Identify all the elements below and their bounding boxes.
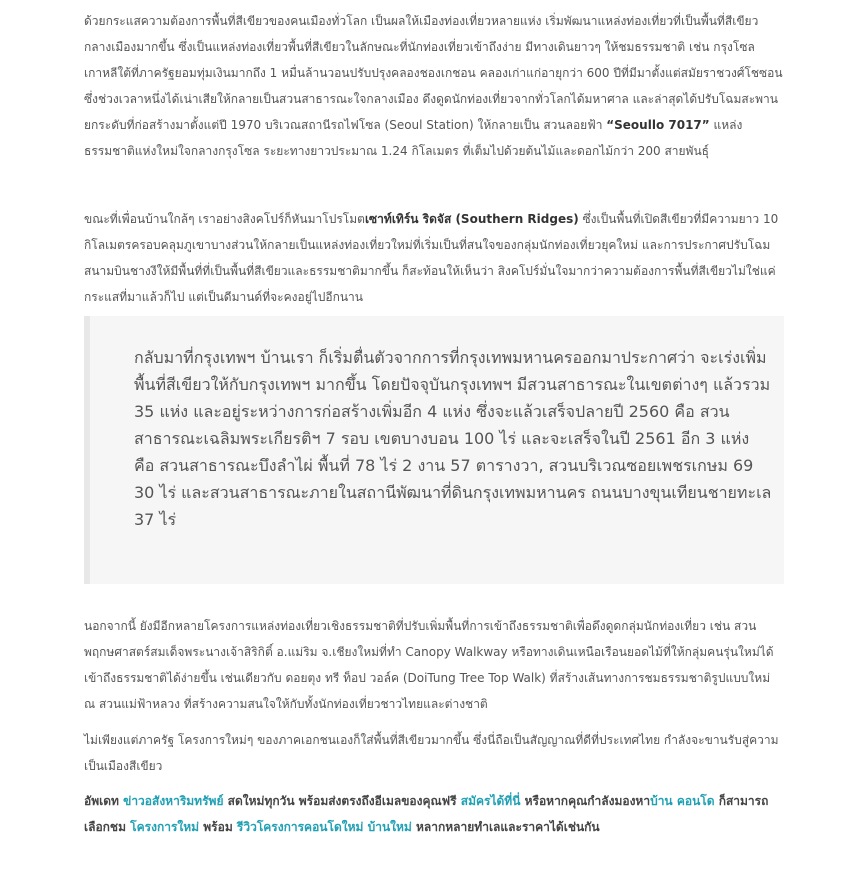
blockquote-text: กลับมาที่กรุงเทพฯ บ้านเรา ก็เริ่มตื่นตัวจากการที่กรุงเทพมหานครออกมาประกาศว่า จะเร่งเพิ่มพื้นที่สีเขียวให้กับกรุงเทพฯ มากขึ้น โดยปัจจุบันกรุงเทพฯ มีสวนสาธารณะในเขตต่างๆ แล้วรวม 35 แห่ง และอยู่ระหว่างการก่อสร้างเพิ่มอีก 4 แห่ง ซึ่งจะแล้วเสร็จปลายปี 2560 คือ สวนสาธารณะเฉลิมพระเกียรติฯ 7 รอบ เขตบางบอน 100 ไร่ และจะเสร็จในปี 2561 อีก 3 แห่ง คือ สวนสาธารณะบึงลำไผ่ พื้นที่ 78 ไร่ 2 งาน 57 ตารางวา, สวนบริเวณซอยเพชรเกษม 69 30 ไร่ และสวนสาธารณะภายในสถานีพัฒนาที่ดินกรุงเทพมหานคร ถนนบางขุนเทียนชายทะเล 37 ไร่ bbox=[134, 348, 772, 529]
condo-link[interactable]: คอนโด bbox=[676, 794, 715, 808]
paragraph-seoul bbox=[84, 8, 784, 164]
blockquote bbox=[84, 316, 784, 584]
cta-text: หลากหลายทำเลและราคาได้เช่นกัน bbox=[411, 820, 600, 834]
new-projects-link[interactable]: โครงการใหม่ bbox=[130, 820, 200, 834]
cta-text: พร้อม bbox=[199, 820, 237, 834]
paragraph-text: ด้วยกระแสความต้องการพื้นที่สีเขียวของคนเมืองทั่วโลก เป็นผลให้เมืองท่องเที่ยวหลายแห่ง เริ่มพัฒนาแหล่งท่องเที่ยวที่เป็นพื้นที่สีเขียวกลางเมืองมากขึ้น ซึ่งเป็นแหล่งท่องเที่ยวพื้นที่สีเขียวในลักษณะที่นักท่องเที่ยวเข้าถึงง่าย มีทางเดินยาวๆ ให้ชมธรรมชาติ เช่น กรุงโซล เกาหลีใต้ที่ภาครัฐยอมทุ่มเงินมากถึง 1 หมื่นล้านวอนปรับปรุงคลองชองเกชอน คลองเก่าแก่อายุกว่า 600 ปีที่มีมาตั้งแต่สมัยราชวงศ์โชซอน ซึ่งช่วงเวลาหนึ่งได้เน่าเสียให้กลายเป็นสวนสาธารณะใจกลางเมือง ดึงดูดนักท่องเที่ยวจากทั่วโลกได้มหาศาล และล่าสุดได้ปรับโฉมสะพานยกระดับที่ก่อสร้างมาตั้งแต่ปี 1970 บริเวณสถานีรถไฟโซล (Seoul Station) ให้กลายเป็น สวนลอยฟ้า bbox=[84, 14, 783, 132]
bold-southern-ridges: เซาท์เทิร์น ริดจัส (Southern Ridges) bbox=[364, 212, 579, 226]
house-link[interactable]: บ้าน bbox=[650, 794, 673, 808]
cta-text: สดใหม่ทุกวัน พร้อมส่งตรงถึงอีเมลของคุณฟรี bbox=[223, 794, 461, 808]
paragraph-cta bbox=[84, 788, 784, 840]
paragraph-text: ซึ่งเป็นพื้นที่เปิดสีเขียวที่มีความยาว 10 กิโลเมตรครอบคลุมภูเขาบางส่วนให้กลายเป็นแหล่งท่องเที่ยวใหม่ที่เริ่มเป็นที่สนใจของกลุ่มนักท่องเที่ยวยุคใหม่ และการประกาศปรับโฉมสนามบินชางงีให้มีพื้นที่ที่เป็นพื้นที่สีเขียวและธรรมชาติมากขึ้น ก็สะท้อนให้เห็นว่า สิงคโปร์มั่นใจมากว่าความต้องการพื้นที่สีเขียวไม่ใช่แค่กระแสที่มาแล้วก็ไป แต่เป็นดีมานด์ที่จะคงอยู่ไปอีกนาน bbox=[84, 212, 779, 304]
news-link[interactable]: ข่าวอสังหาริมทรัพย์ bbox=[123, 794, 224, 808]
paragraph-singapore bbox=[84, 206, 784, 310]
cta-text: ก็สามารถเลือกชม bbox=[84, 794, 769, 834]
reviews-link[interactable]: รีวิวโครงการคอนโดใหม่ บ้านใหม่ bbox=[236, 820, 412, 834]
paragraph-text: ขณะที่เพื่อนบ้านใกล้ๆ เราอย่างสิงคโปร์ก็หันมาโปรโมต bbox=[84, 212, 365, 226]
cta-text: หรือหากคุณกำลังมองหา bbox=[520, 794, 651, 808]
paragraph-text: แหล่งธรรมชาติแห่งใหม่ใจกลางกรุงโซล ระยะทางยาวประมาณ 1.24 กิโลเมตร ที่เต็มไปด้วยต้นไม้และดอกไม้กว่า 200 สายพันธุ์ bbox=[84, 118, 743, 158]
cta-text: อัพเดท bbox=[84, 794, 124, 808]
paragraph-private-sector: ไม่เพียงแต่ภาครัฐ โครงการใหม่ๆ ของภาคเอกชนเองก็ใส่พื้นที่สีเขียวมากขึ้น ซึ่งนี่ถือเป็นสัญญาณที่ดีที่ประเทศไทย กำลังจะขานรับสู่ความเป็นเมืองสีเขียว bbox=[84, 733, 779, 773]
paragraph-nature-projects: นอกจากนี้ ยังมีอีกหลายโครงการแหล่งท่องเที่ยวเชิงธรรมชาติที่ปรับเพิ่มพื้นที่การเข้าถึงธรรมชาติเพื่อดึงดูดกลุ่มนักท่องเที่ยว เช่น สวนพฤกษศาสตร์สมเด็จพระนางเจ้าสิริกิติ์ อ.แม่ริม จ.เชียงใหม่ที่ทำ Canopy Walkway หรือทางเดินเหนือเรือนยอดไม้ที่ให้กลุ่มคนรุ่นใหม่ได้เข้าถึงธรรมชาติได้ง่ายขึ้น เช่นเดียวกับ ดอยตุง ทรี ท็อป วอล์ค (DoiTung Tree Top Walk) ที่สร้างเส้นทางการชมธรรมชาติรูปแบบใหม่ ณ สวนแม่ฟ้าหลวง ที่สร้างความสนใจให้กับทั้งนักท่องเที่ยวชาวไทยและต่างชาติ bbox=[84, 619, 774, 711]
bold-seoullo: “Seoullo 7017” bbox=[606, 118, 710, 132]
subscribe-link[interactable]: สมัครได้ที่นี่ bbox=[460, 794, 521, 808]
